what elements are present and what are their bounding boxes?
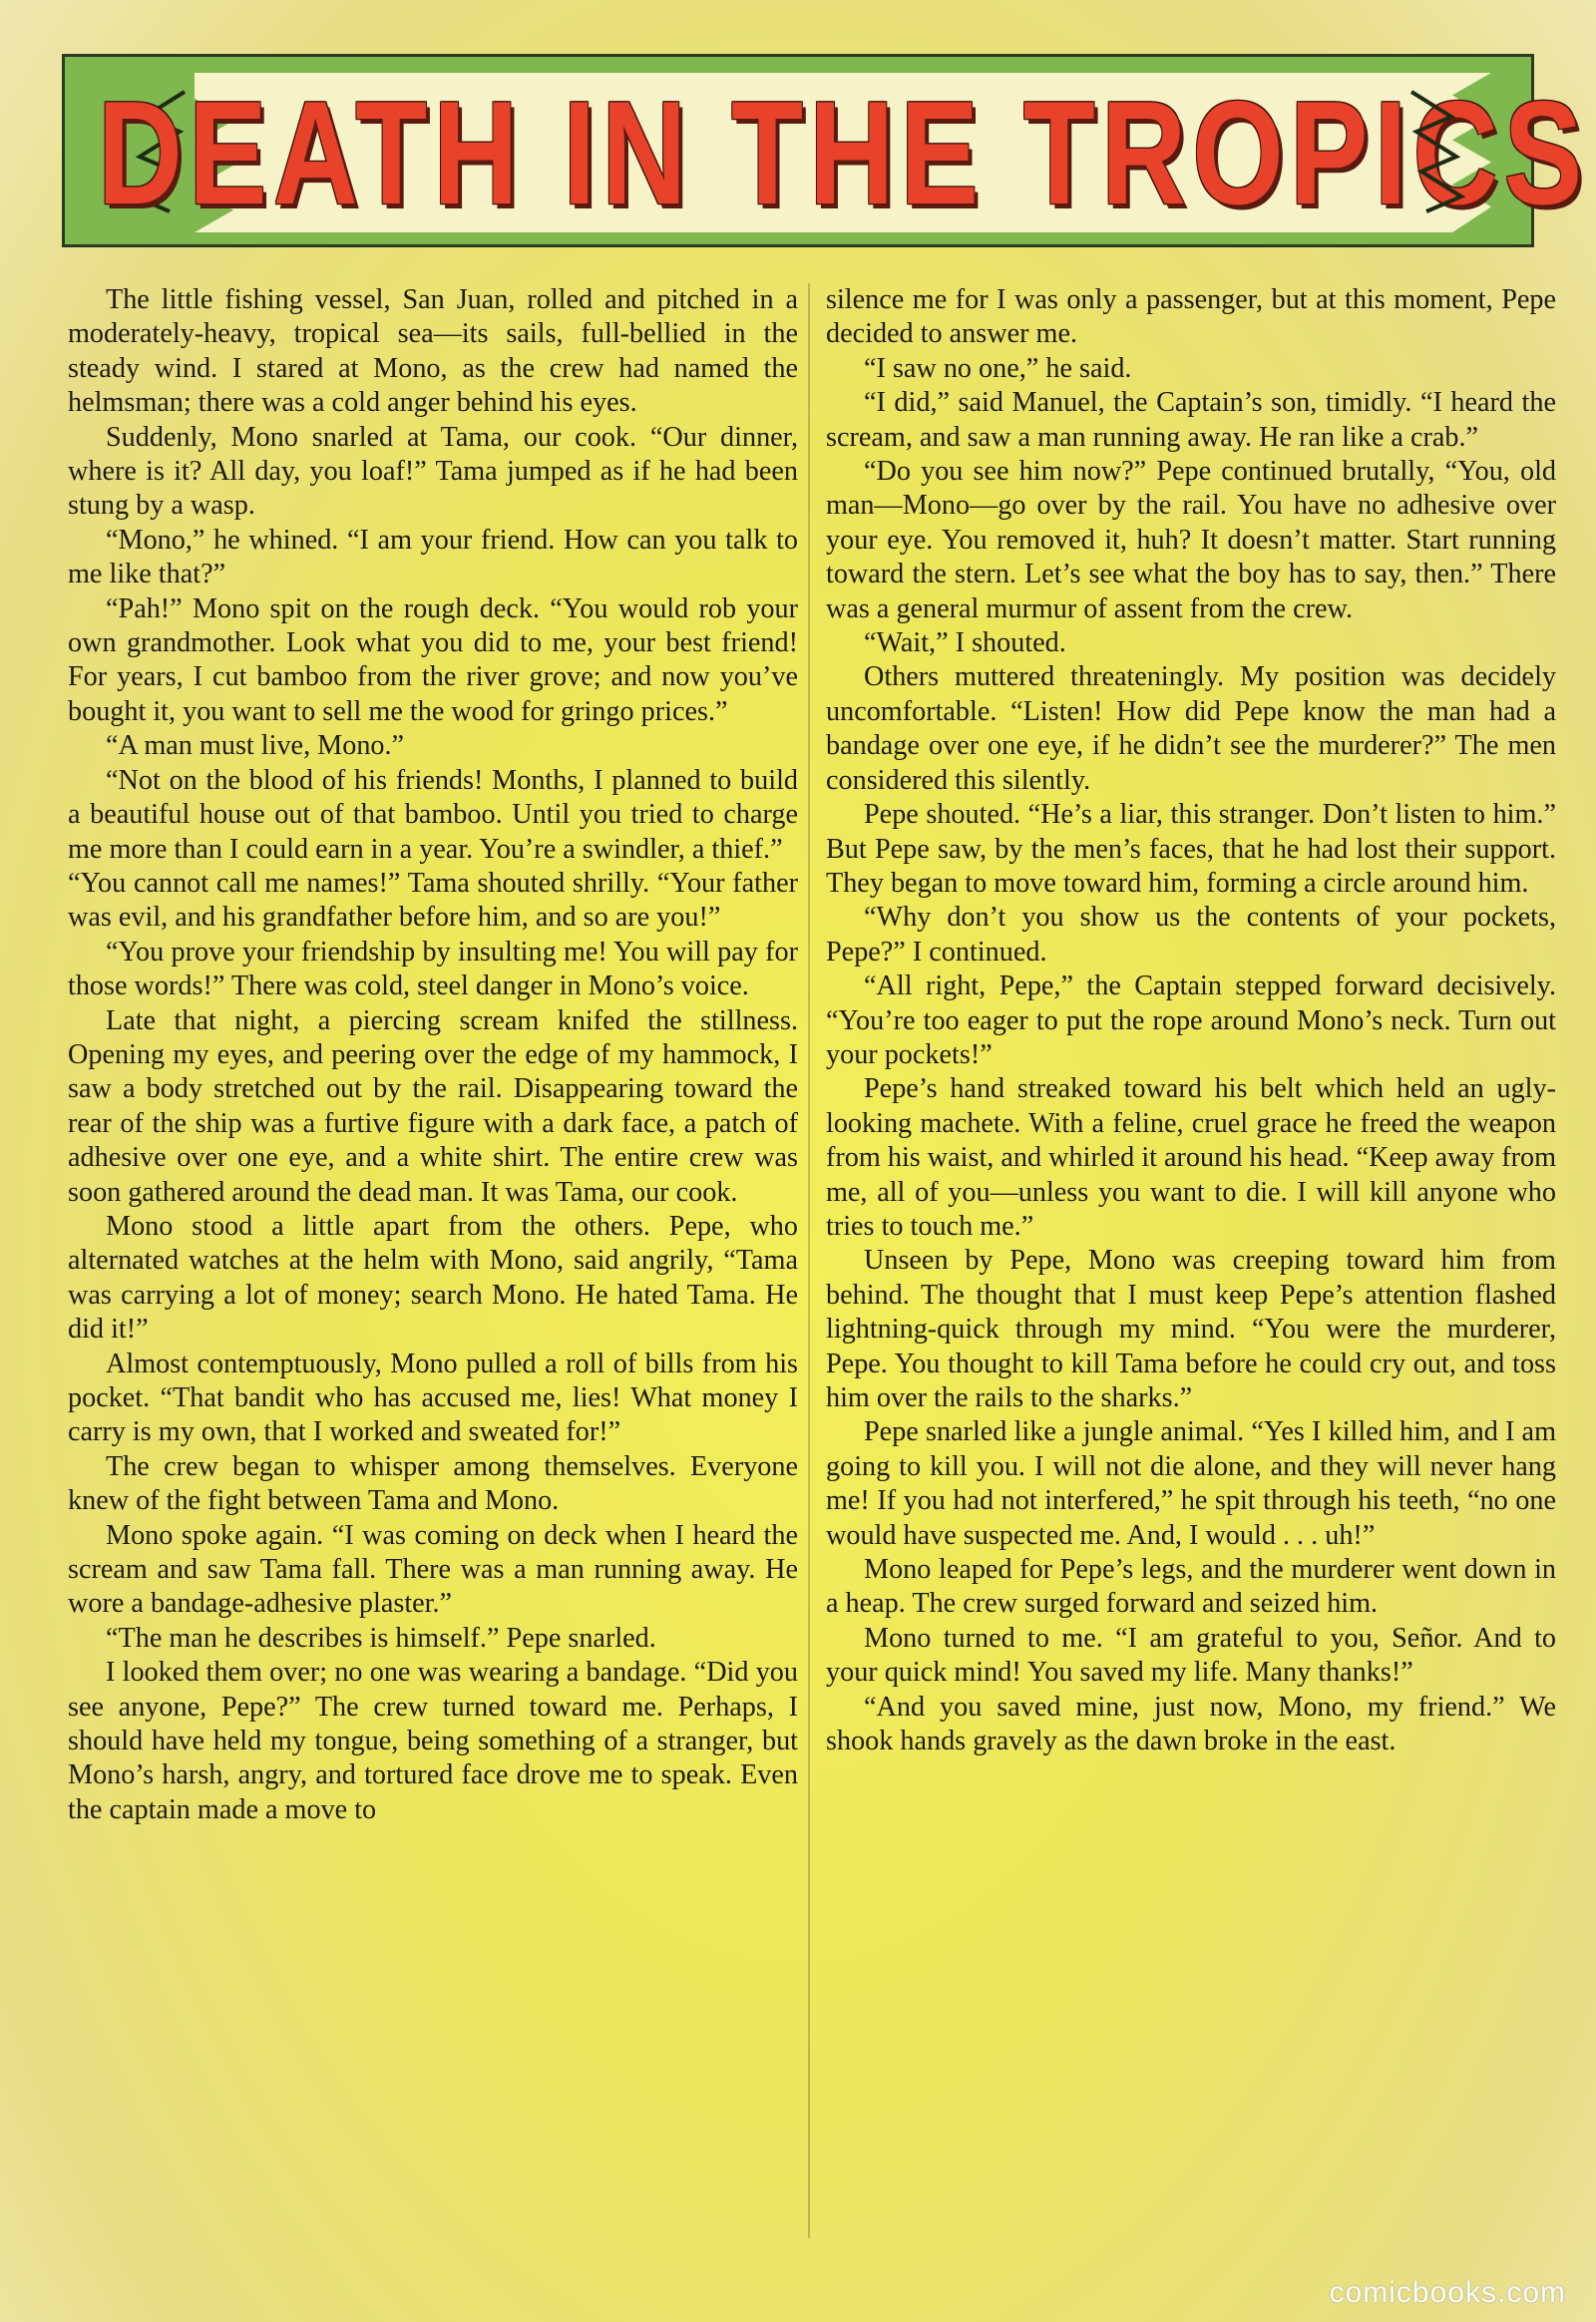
story-paragraph: Late that night, a piercing scream knifed the stillness. Opening my eyes, and peering over the edge of my hammock, I saw a body stretched out by the rail. Disappearing toward the rear of the ship was a furtive figure with a dark face, a patch of adhesive over one eye, and a white shirt. The entire crew was soon gathered around the dead man. It was Tama, our cook. xyxy=(68,1004,798,1208)
story-paragraph: “Why don’t you show us the contents of your pockets, Pepe?” I continued. xyxy=(826,902,1556,968)
story-paragraph: Unseen by Pepe, Mono was creeping toward him from behind. The thought that I must keep Pepe’s attention flashed lightning-quick through my mind. “You were the murderer, Pepe. You thought to kill Tama before he could cry out, and toss him over the rails to the sharks.” xyxy=(826,1245,1556,1413)
story-paragraph: “The man he describes is himself.” Pepe snarled. xyxy=(106,1622,656,1654)
story-title: DEATH IN THE TROPICS xyxy=(97,71,1589,236)
story-paragraph: “I saw no one,” he said. xyxy=(864,352,1132,384)
story-paragraph: Mono stood a little apart from the others. Pepe, who alternated watches at the helm with Mono, said angrily, “Tama was carrying a lot of money; search Mono. He hated Tama. He did it!” xyxy=(68,1210,798,1346)
story-paragraph: Suddenly, Mono snarled at Tama, our cook. “Our dinner, where is it? All day, you loaf!” Tama jumped as if he had been stung by a wasp. xyxy=(68,421,798,522)
story-column-right xyxy=(826,283,1556,2238)
story-paragraph: “You prove your friendship by insulting me! You will pay for those words!” There was cold, steel danger in Mono’s voice. xyxy=(68,936,798,1002)
story-paragraph: “Do you see him now?” Pepe continued brutally, “You, old man—Mono—go over by the rail. You have no adhesive over your eye. You removed it, huh? It doesn’t matter. Start running toward the stern. Let’s see what the boy has to say, then.” There was a general murmur of assent from the crew. xyxy=(826,456,1556,624)
story-paragraph: “Wait,” I shouted. xyxy=(864,627,1066,659)
story-paragraph: Pepe’s hand streaked toward his belt which held an ugly-looking machete. With a feline, cruel grace he freed the weapon from his waist, and whirled it around his head. “Keep away from me, all of you—unless you want to die. I will kill anyone who tries to touch me.” xyxy=(826,1073,1556,1242)
story-paragraph: silence me for I was only a passenger, but at this moment, Pepe decided to answer me. xyxy=(826,284,1556,350)
story-paragraph: “I did,” said Manuel, the Captain’s son, timidly. “I heard the scream, and saw a man running away. He ran like a crab.” xyxy=(826,387,1556,453)
story-paragraph: “Pah!” Mono spit on the rough deck. “You would rob your own grandmother. Look what you did to me, your best friend! For years, I cut bamboo from the river grove; and now you’ve bought it, you want to sell me the wood for gringo prices.” xyxy=(68,592,798,727)
story-paragraph: “A man must live, Mono.” xyxy=(106,730,405,762)
story-paragraph: Almost contemptuously, Mono pulled a roll of bills from his pocket. “That bandit who has accused me, lies! What money I carry is my own, that I worked and sweated for!” xyxy=(68,1348,798,1448)
story-column-left xyxy=(68,283,798,2238)
title-banner xyxy=(62,54,1589,247)
story-paragraph: “You cannot call me names!” Tama shouted shrilly. “Your father was evil, and his grandfather before him, and so are you!” xyxy=(68,867,798,934)
story-paragraph: I looked them over; no one was wearing a bandage. “Did you see anyone, Pepe?” The crew turned toward me. Perhaps, I should have held my tongue, being something of a stranger, but Mono’s harsh, angry, and tortured face drove me to speak. Even the captain made a move to xyxy=(68,1657,798,1825)
story-paragraph: Pepe shouted. “He’s a liar, this stranger. Don’t listen to him.” But Pepe saw, by the men’s faces, that he had lost their support. They began to move toward him, forming a circle around him. xyxy=(826,799,1556,899)
site-watermark: comicbooks.com xyxy=(1329,2276,1566,2309)
story-paragraph: The little fishing vessel, San Juan, rolled and pitched in a moderately-heavy, tropical sea—its sails, full-bellied in the steady wind. I stared at Mono, as the crew had named the helmsman; there was a cold anger behind his eyes. xyxy=(68,284,798,419)
story-paragraph: Others muttered threateningly. My position was decidely uncomfortable. “Listen! How did Pepe know the man had a bandage over one eye, if he didn’t see the murderer?” The men considered this silently. xyxy=(826,661,1556,796)
lightning-zigzag-icon xyxy=(1401,87,1471,216)
story-paragraph: Mono leaped for Pepe’s legs, and the murderer went down in a heap. The crew surged forward and seized him. xyxy=(826,1554,1556,1620)
story-paragraph: Mono turned to me. “I am grateful to you, Señor. And to your quick mind! You saved my life. Many thanks!” xyxy=(826,1622,1556,1689)
story-paragraph: The crew began to whisper among themselves. Everyone knew of the fight between Tama and Mono. xyxy=(68,1450,798,1517)
column-divider xyxy=(808,283,810,2238)
story-paragraph: Mono spoke again. “I was coming on deck when I heard the scream and saw Tama fall. There was a man running away. He wore a bandage-adhesive plaster.” xyxy=(68,1519,798,1620)
story-paragraph: “All right, Pepe,” the Captain stepped forward decisively. “You’re too eager to put the rope around Mono’s neck. Turn out your pockets!” xyxy=(826,970,1556,1070)
story-paragraph: Pepe snarled like a jungle animal. “Yes I killed him, and I am going to kill you. I will not die alone, and they will never hang me! If you had not interfered,” he spit through his teeth, “no one would have suspected me. And, I would . . . uh!” xyxy=(826,1416,1556,1551)
story-paragraph: “Not on the blood of his friends! Months, I planned to build a beautiful house out of that bamboo. Until you tried to charge me more than I could earn in a year. You’re a swindler, a thief.” xyxy=(68,764,798,865)
story-paragraph: “Mono,” he whined. “I am your friend. How can you talk to me like that?” xyxy=(68,524,798,590)
story-paragraph: “And you saved mine, just now, Mono, my friend.” We shook hands gravely as the dawn broke in the east. xyxy=(826,1691,1556,1757)
